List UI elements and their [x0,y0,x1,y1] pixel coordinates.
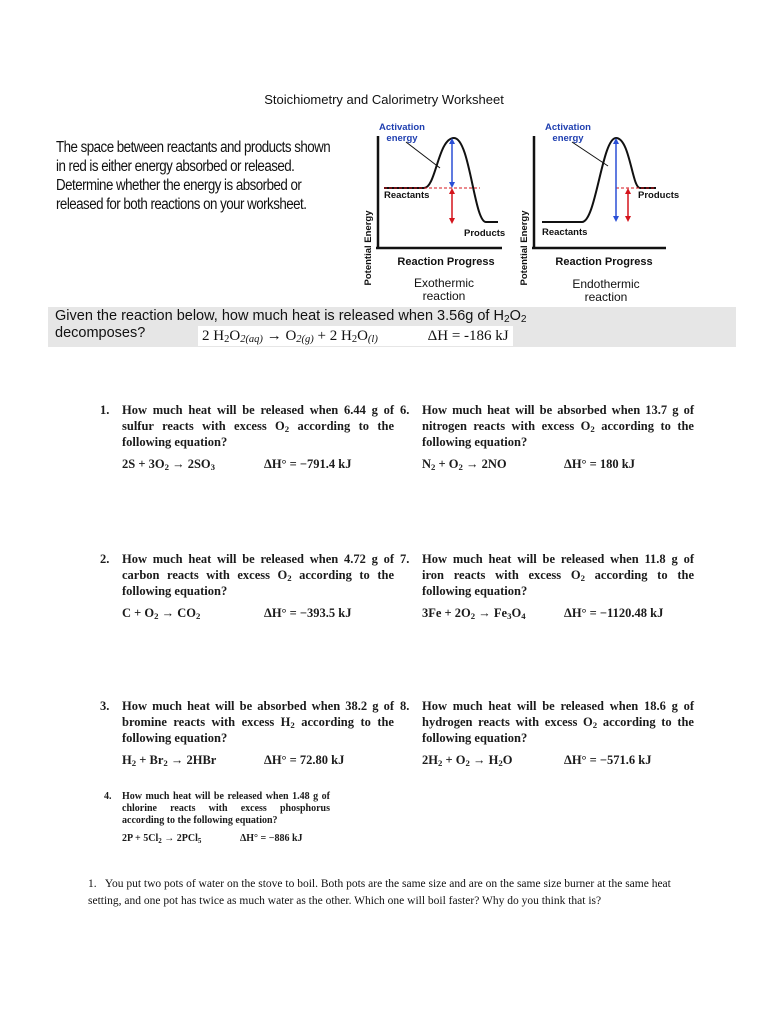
question-text: How much heat will be released when 4.72 g of carbon reacts with excess O [122,552,394,582]
enthalpy-value: ΔH° = −393.5 kJ [264,606,352,620]
subscript: 2 [287,573,292,583]
equation-part: → H [469,753,499,767]
products-label: Products [638,190,680,201]
question-text: according to the following equation? [422,568,694,598]
subscript: 2 [163,758,168,768]
subscript: 2 [503,314,510,325]
subscript: 3 [210,462,215,472]
equation-part: + O [442,753,466,767]
reactants-label: Reactants [542,227,588,238]
reactants-label: Reactants [384,190,430,201]
intro-line: released for both reactions on your worksheet. [56,196,307,213]
boiling-question-number: 1. [88,878,97,890]
equation-part: O [502,753,513,767]
question-text: How much heat will be released when 1.48 g of chlorine reacts with excess phosphorus according to the following equation? [122,791,330,826]
subscript: 2 [520,314,527,325]
exothermic-diagram [356,118,528,308]
equation-part: → Fe [475,606,508,620]
given-question-text: O [509,308,521,324]
question-7 [400,551,694,621]
equation-part: O [357,328,368,344]
energy-change-arrowhead [449,188,455,194]
equation-part: N [422,457,432,471]
intro-line: Determine whether the energy is absorbed or [56,177,302,194]
question-equation [422,605,694,621]
question-number: 7. [400,552,410,566]
energy-change-arrowhead [625,216,631,222]
subscript: 2 [224,334,230,345]
subscript: 2 [154,611,159,621]
equation-part: → CO [158,606,196,620]
question-text: How much heat will be released when 18.6 g of hydrogen reacts with excess O [422,699,694,729]
subscript: 5 [197,837,202,845]
given-enthalpy: ΔH = -186 kJ [427,328,509,344]
question-text: How much heat will be absorbed when 13.7 g of nitrogen reacts with excess O [422,403,694,433]
question-text: according to the following equation? [122,419,394,449]
x-axis-label: Reaction Progress [397,256,495,268]
enthalpy-value: ΔH° = −791.4 kJ [264,457,352,471]
y-axis-label: Potential Energy [363,210,374,286]
subscript: 2 [164,462,169,472]
subscript: 2(g) [296,334,314,345]
question-number: 2. [100,552,110,566]
subscript: 2 [196,611,201,621]
energy-change-arrowhead [625,188,631,194]
activation-label-line2: energy [386,133,418,144]
subscript: 2 [590,424,595,434]
subscript: 4 [521,611,526,621]
enthalpy-value: ΔH° = 72.80 kJ [264,753,345,767]
enthalpy-value: ΔH° = −571.6 kJ [564,753,652,767]
worksheet-title: Stoichiometry and Calorimetry Worksheet [264,92,504,107]
diagram-caption-line2: reaction [422,289,466,303]
question-text: according to the following equation? [122,568,394,598]
equation-part: C + O [122,606,155,620]
subscript: 2 [470,611,476,621]
question-equation [122,752,394,768]
enthalpy-value: ΔH° = 180 kJ [564,457,636,471]
question-number: 6. [400,403,410,417]
subscript: 2 [131,758,137,768]
question-text: according to the following equation? [122,715,394,745]
equation-part: O [229,328,241,344]
enthalpy-value: ΔH° = −1120.48 kJ [564,606,664,620]
question-1 [100,402,394,472]
equation-part: + O [435,457,459,471]
activation-label-line1: Activation [545,122,591,133]
subscript: 2 [437,758,443,768]
x-axis-label: Reaction Progress [555,256,653,268]
question-number: 4. [104,791,112,802]
equation-part: H [122,753,132,767]
subscript: 2 [458,462,463,472]
activation-label-line1: Activation [379,122,425,133]
subscript: 2 [158,837,162,845]
equation-part: + 2 H [313,328,352,344]
diagram-caption-line1: Endothermic [572,277,640,291]
activation-arrowhead [449,182,455,188]
subscript: 2 [498,758,503,768]
question-text: How much heat will be released when 6.44 g of sulfur reacts with excess O [122,403,394,433]
energy-curve [542,138,656,222]
boiling-question [88,876,688,910]
equation-part: + Br [136,753,164,767]
energy-curve [384,138,498,222]
question-number: 1. [100,403,110,417]
energy-change-arrowhead [449,218,455,224]
subscript: 2 [431,462,436,472]
intro-line: in red is either energy absorbed or released. [56,158,295,175]
question-text: according to the following equation? [422,419,694,449]
question-equation [422,752,694,768]
question-text: according to the following equation? [422,715,694,745]
intro-line: The space between reactants and products shown [56,139,331,156]
equation-part: 2P + 5Cl [122,833,159,844]
products-label: Products [464,228,506,239]
question-equation [122,833,330,845]
equation-part: → O [262,328,297,344]
given-equation [198,326,513,346]
subscript: 2(aq) [240,334,263,345]
diagram-caption-line2: reaction [584,290,628,304]
given-question-line2: decomposes? [55,325,146,341]
equation-part: O [511,606,522,620]
intro-instructions [56,138,340,214]
subscript: 2 [290,720,295,730]
enthalpy-value: ΔH° = −886 kJ [240,833,303,844]
boiling-question-text: You put two pots of water on the stove to boil. Both pots are the same size and are on the same size burner at the same heat setting, and one pot has twice as much water as the other. Which one will boil faster? Why do you think that is? [88,878,671,907]
endothermic-diagram [516,118,696,308]
equation-part: → 2HBr [167,753,217,767]
question-3 [100,698,394,768]
question-text: How much heat will be released when 11.8 g of iron reacts with excess O [422,552,694,582]
equation-part: → 2NO [462,457,507,471]
question-2 [100,551,394,621]
subscript: 3 [507,611,512,621]
y-axis-label: Potential Energy [519,210,530,286]
question-equation [122,605,394,621]
diagram-caption-line1: Exothermic [413,276,475,290]
given-question-text: Given the reaction below, how much heat is released when 3.56g of H [55,308,504,324]
subscript: (l) [367,334,378,345]
activation-arrowhead [613,216,619,222]
subscript: 2 [284,424,290,434]
subscript: 2 [351,334,358,345]
question-number: 3. [100,699,110,713]
question-text: How much heat will be absorbed when 38.2 g of bromine reacts with excess H [122,699,394,729]
equation-part: 3Fe + 2O [422,606,471,620]
question-equation [122,456,394,472]
subscript: 2 [465,758,470,768]
subscript: 2 [592,720,598,730]
activation-label-line2: energy [552,133,584,144]
equation-part: → 2PCl [161,833,198,844]
activation-pointer [406,142,440,168]
question-8 [400,698,694,768]
equation-part: → 2SO [168,457,211,471]
question-6 [400,402,694,472]
equation-part: 2S + 3O [122,457,165,471]
equation-part: 2H [422,753,438,767]
question-number: 8. [400,699,410,713]
question-4 [104,791,330,845]
equation-part: 2 H [202,328,225,344]
subscript: 2 [580,573,585,583]
question-equation [422,456,694,472]
